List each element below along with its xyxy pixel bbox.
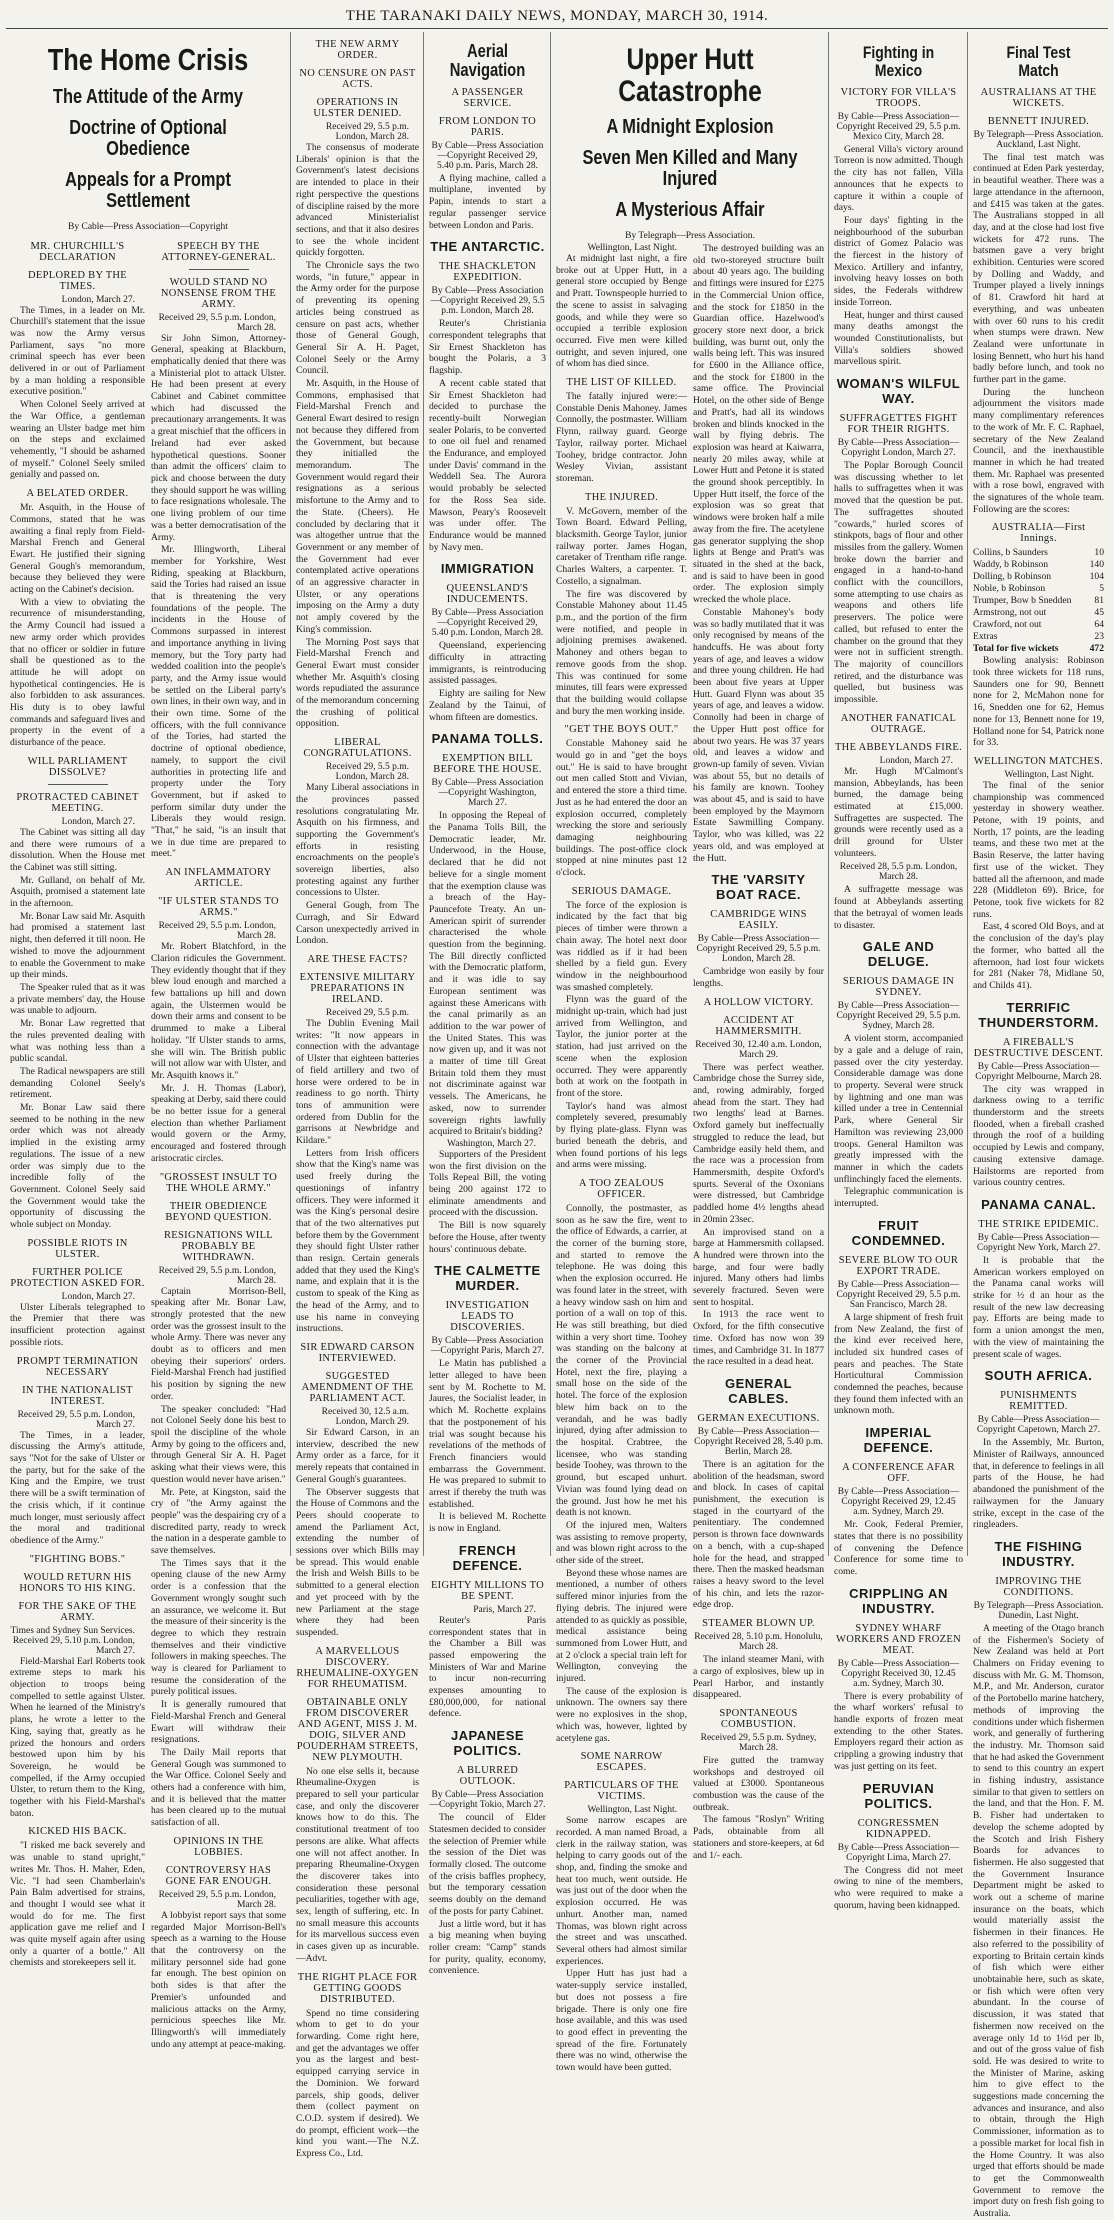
headline: Fighting in Mexico	[862, 43, 935, 80]
paragraph: Ulster Liberals telegraphed to the Premier that there was insufficient protection against possible riots.	[10, 1301, 145, 1348]
section-heading: ANOTHER FANATICAL OUTRAGE.	[840, 712, 957, 735]
section-heading: LIBERAL CONGRATULATIONS.	[303, 737, 412, 760]
section-heading: GERMAN EXECUTIONS.	[697, 1412, 820, 1424]
paragraph: General Gough, from The Curragh, and Sir Edward Carson unexpectedly arrived in London.	[296, 900, 419, 947]
paragraph: A recent cable stated that Sir Ernest Shackleton had decided to purchase the recently-built Norwegian sealer Polaris, to be converted to one oil fuel and renamed the Endurance, and employed under Davis' command in the Weddell Sea. The Aurora would probably be selected for the Ross Sea side. Mawson, Peary's Roosevelt was under offer. The Endurance would be manned by Navy men.	[429, 377, 546, 553]
dateline: Wellington, Last Night.	[1004, 769, 1094, 780]
dateline: By Cable—Press Association—Copyright London, March 27.	[837, 438, 960, 459]
paragraph: Heat, hunger and thirst caused many deaths amongst the wounded Constitutionalists, but Villa's soldiers showed marvellous spirit.	[834, 309, 963, 368]
paragraph: Sir John Simon, Attorney-General, speaking at Blackburn, emphatically denied that there was a Ministerial plot to attack Ulster. He had been present at every Cabinet and Cabinet committee which had discussed the precautionary arrangements. It was a great mischief that the officers in Ireland had ever asked hypothetical questions. Sooner than admit the officers' claim to pick and choose between the duty they should support he was willing to face resignations wholesale. The one living problem of our time was a better democratisation of the Army.	[151, 332, 286, 543]
paragraph: The consensus of moderate Liberals' opinion is that the Government's latest decisions are intended to place in their right perspective the questions of discipline raised by the more advanced Ministerialist sections, and that it also desires to see the whole incident quickly forgotten.	[296, 142, 419, 259]
score-row: Extras 23	[973, 631, 1104, 643]
section-heading: IN THE NATIONALIST INTEREST.	[22, 1384, 133, 1407]
section-heading: CRIPPLING AN INDUSTRY.	[849, 1585, 948, 1616]
section-heading: THE ABBEYLANDS FIRE.	[834, 741, 963, 753]
paragraph: Mr. Gulland, on behalf of Mr. Asquith, promised a statement late in the afternoon.	[10, 874, 145, 910]
paragraph: General Villa's victory around Torreon is now admitted. Though the city has not fallen, Villa announces that he expects to capture it within a couple of days.	[834, 143, 963, 214]
paragraph: Mr. Illingworth, Liberal member for Yorkshire, West Riding, speaking at Blackburn, said the Tories had raised an issue that is threatening the very foundations of the people. The incidents in the House of Commons surpassed in interest and importance anything in living memory, but the Tory party had wedded coalition into the people's party, and the Army issue would be settled on the Liberal party's own lines, in their own way, and in their own time. Some of the officers, with the full connivance of the Tories, had started the doctrine of optional obedience, namely, to support the civil authorities in protecting life and property under the Tory Government, but if asked to perform similar duty under the Liberals they would resign. "That," he said, "is an insult that we in due time are prepared to meet."	[151, 544, 286, 860]
paragraph: A suffragette message was found at Abbeylands asserting that the betrayal of women leads to disaster.	[834, 884, 963, 931]
dateline: Washington, March 27.	[447, 1138, 536, 1149]
paragraph: The city was wrapped in darkness owing to a terrific thunderstorm and the streets flooded, when a fireball crashed through the roof of a building occupied by Lewis and company, causing extensive damage. Hailstorms are reported from various country centres.	[973, 1083, 1104, 1189]
section-heading: JAPANESE POLITICS.	[450, 1728, 525, 1759]
paragraph: Of the injured men, Walters was assisting to remove property, and was blown right across to the other side of the street.	[556, 1519, 687, 1567]
subcolumn-right	[693, 243, 824, 2075]
paragraph: The Times says that it the opening clause of the new Army order is a confession that the Government wrongly sought such an assurance, we welcome it. But the measure of their sincerity is the degree to which they restrain themselves and their vindictive followers in making speeches. The way is cleared for Parliament to resume the consideration of the purely political issues.	[151, 1557, 286, 1698]
dateline: By Cable—Press Association—Copyright Melbourne, March 28.	[975, 1061, 1102, 1082]
section-heading: POSSIBLE RIOTS IN ULSTER.	[27, 1237, 128, 1260]
paragraph: Reuter's Paris correspondent states that in the Chamber a Bill was passed empowering the Ministers of War and Marine to incur non-recurring expenses amounting to £80,000,000, for national defence.	[429, 1614, 546, 1720]
paragraph: In opposing the Repeal of the Panama Tolls Bill, the Democratic leader, Mr. Underwood, in the House, declared that he did not believe for a single moment that the exemption clause was a breach of the Hay-Pauncefote Treaty. An un-American spirit of surrender characterised the whole question from the beginning. The Bill directly conflicted with the Democratic platform, and it was idle to say European sentiment was against these Americans with the canal primarily as an addition to the war power of the United States. This was now given up, and it was not a matter of time till Great Britain told them they must not discriminate against war vessels. The Americans, he asked, now to surrender sovereign rights lawfully acquired to Britain's bidding?	[429, 810, 546, 1138]
section-heading: SOME NARROW ESCAPES.	[580, 1751, 663, 1774]
paragraph: A violent storm, accompanied by a gale and a deluge of rain, passed over the city yesterday. Considerable damage was done to property. Several were struck by lightning and one man was killed under a tree in Centennial Park, where General Sir Hamilton was reviewing 23,000 troops. General Hamilton was greatly impressed with the manner in which the cadets unflinchingly faced the elements.	[834, 1033, 963, 1185]
army-order-column	[292, 32, 423, 2160]
paragraph: A meeting of the Otago branch of the Fishermen's Society of New Zealand was held at Port Chalmers on Friday evening to discuss with Mr. G. M. Thomson, M.P., and Mr. Anderson, curator of the Portobello marine hatchery, methods of improving the conditions under which fishermen work, and generally of furthering the industry. Mr. Thomson said that he had asked the Government to send to this country an expert in fishing industry, assistance similar to that given to settlers on the land, and that the Hon. F. M. B. Fisher had undertaken to develop the scheme adopted by the Scotch and Irish Fishery Boards for advances to fishermen. He also suggested that the Government Insurance Department might be asked to work out a scheme of marine insurance on the boats, which would materially assist the fishermen in their finances. He also referred to the possibility of exporting to Britain certain kinds of fish which were either unobtainable here, such as skate, or fish which were often very abundant. In the course of discussion, it was stated that fishermen now received on the average only 1d to 1½d per lb, and out of the gross value of fish sold. He was desired to write to the Minister of Marine, asking him to give effect to the suggestions made concerning the advances and insurance, and also to obtain, through the High Commissioner, information as to a possible market for local fish in the Home Country. It was also urged that efforts should be made to get the Commonwealth Government to remove the import duty on fresh fish going to Australia.	[973, 1622, 1104, 2220]
home-crisis-article	[6, 32, 290, 2050]
paragraph: The Daily Mail reports that General Gough was summoned to the War Office. Colonel Seely and others had a conference with him, and it is believed that the matter has been cleared up to the mutual satisfaction of all.	[151, 1746, 286, 1829]
score-row: Waddy, b Robinson 140	[973, 559, 1104, 571]
advertisement: Spend no time considering whom to get to do your forwarding. Come right here, and get the advantages we offer you as the largest and best-equipped carrying service in the Dominion. We forward parcels, ship goods, deliver them (collect payment on C.O.D. system if desired). We do prompt, efficient work—the kind you want.—The N.Z. Express Co., Ltd.	[296, 2007, 419, 2160]
section-heading: AUSTRALIANS AT THE WICKETS.	[980, 86, 1097, 109]
divider	[48, 784, 108, 785]
paragraph: The final of the senior championship was commenced yesterday in showery weather. Petone, with 19 points, and North, 17 points, are the leading teams, and these two met at the Basin Reserve, the latter having first use of the wicket. They batted all the afternoon, and made 228 (Middleton 69). Brice, for Petone, took five wickets for 82 runs.	[973, 779, 1104, 920]
section-heading: VICTORY FOR VILLA'S TROOPS.	[840, 86, 957, 109]
paragraph: With a view to obviating the recurrence of misunderstanding, the Army Council had issued a new army order which provides that no officer or soldier in future shall be questioned as to the attitude he will adopt on hypothetical contingencies. He is also forbidden to ask assurances. His duty is to obey lawful commands and safeguard lives and property in the event of a disturbance of the peace.	[10, 596, 145, 749]
dateline: London, March 27.	[61, 816, 135, 827]
headline: Upper Hutt Catastrophe	[618, 43, 762, 108]
paragraph: East, 4 scored Old Boys, and at the conclusion of the day's play the former, who batted all the afternoon, had lost four wickets for 281 (Naker 78, Midlane 50, and Childs 41).	[973, 921, 1104, 991]
upper-hutt-article	[552, 32, 828, 2074]
dateline: By Cable—Press Association—Copyright Paris, March 27.	[430, 1336, 545, 1357]
paragraph: Telegraphic communication is interrupted.	[834, 1186, 963, 1210]
paragraph: The Cabinet was sitting all day and there were rumours of a dissolution. When the House met the Cabinet was still sitting.	[10, 826, 145, 873]
subheadline: Seven Men Killed and Many Injured	[582, 147, 798, 190]
section-heading: "FIGHTING BOBS."	[29, 1553, 126, 1565]
section-heading: THE NEW ARMY ORDER.	[315, 39, 400, 61]
section-heading: ACCIDENT AT HAMMERSMITH.	[715, 1014, 802, 1037]
section-heading: PARTICULARS OF THE VICTIMS.	[564, 1780, 679, 1803]
paragraph: In the Assembly, Mr. Burton, Minister of Railways, announced that, in deference to feelings in all parts of the House, he had abandoned the punishment of the railwaymen for the January strike, except in the case of the ringleaders.	[973, 1437, 1104, 1531]
section-heading: AN INFLAMMATORY ARTICLE.	[165, 867, 272, 890]
paragraph: Eighty are sailing for New Zealand by the Tainui, of whom fifteen are domestics.	[429, 688, 546, 723]
section-heading: PERUVIAN POLITICS.	[862, 1780, 935, 1811]
subcolumn-left	[10, 234, 145, 2052]
section-heading: THE INJURED.	[584, 491, 658, 503]
dateline: By Cable—Press Association—Copyright Washington, March 27.	[431, 778, 544, 809]
section-heading: IMMIGRATION	[440, 561, 535, 577]
paragraph: Flynn was the guard of the midnight up-train, which had just arrived from Wellington, and Taylor, the junior porter at the station, had just arrived on the scene when the explosion occurred. They were apparently both at work on the footpath in front of the store.	[556, 994, 687, 1099]
section-heading: A CONFERENCE AFAR OFF.	[842, 1462, 955, 1485]
column-rule	[290, 32, 291, 1556]
paragraph: Constable Mahoney's body was so badly mutilated that it was only recognised by means of the handcuffs. He was about forty years of age, and leaves a widow and three young children. He had been about five years at Upper Hutt. Guard Flynn was about 35 years of age, and leaves a widow. Connolly had been in charge of the Upper Hutt post office for about two years. He was 37 years old, and leaves a widow and grown-up family of seven. Vivian was about 55, but no details of his family are known. Toohey was about 45, and is said to have been employed by the Maymorn Estate Sawmilling Company. Taylor, who was killed, was 22 years old, and was employed at the Hutt.	[693, 606, 824, 864]
paragraph: Mr. Asquith, in the House of Commons, emphasised that Field-Marshal French and General Ewart desired to resign not because they differed from the Government, but because they initialled the memorandum. The Government would regard their resignations as a serious misfortune to the Army and to the State. (Cheers). He concluded by declaring that it was altogether untrue that the Government or any member of the Government had ever contemplated active operations of an aggressive character in Ulster, or any operations imposing on the Army a duty not amply covered by the King's commission.	[296, 378, 419, 635]
scorecard	[973, 547, 1104, 655]
section-heading: BENNETT INJURED.	[987, 115, 1090, 127]
section-heading: FRENCH DEFENCE.	[452, 1542, 523, 1573]
paragraph: An improvised stand on a barge at Hammersmith collapsed. A hundred were thrown into the barge, and four were badly injured. Many others had limbs severely fractured. Seven were sent to hospital.	[693, 1226, 824, 1308]
cable-credit: By Cable—Press Association—Copyright	[68, 221, 228, 232]
dateline: Received 28, 5.10 p.m. Honolulu, March 28.	[694, 1632, 823, 1653]
dateline: Wellington, Last Night.	[587, 1805, 677, 1816]
dateline: By Cable—Press Association—Copyright Received 30, 12.45 a.m. Sydney, March 30.	[837, 1658, 960, 1689]
paragraph: The speaker concluded: "Had not Colonel Seely done his best to spoil the discipline of the whole Army by going to the officers and, through General Sir A. H. Paget asking what their views were, this question would never have arisen."	[151, 1403, 286, 1485]
dateline: By Cable—Press Association—Copyright Tokio, March 27.	[429, 1790, 546, 1811]
paragraph: Mr. Pete, at Kingston, said the cry of "the Army against the people" was the despairing cry of a discredited party, ready to wreck the nation in a desperate gamble to save themselves.	[151, 1486, 286, 1557]
paragraph: Mr. Asquith, in the House of Commons, stated that he was awaiting a final reply from Field-Marshal French and General Ewart. He justified their signing General Gough's memorandum, because they believed they were acting on the Cabinet's decision.	[10, 502, 145, 596]
section-heading: A BELATED ORDER.	[26, 488, 129, 500]
paragraph: Cambridge won easily by four lengths.	[693, 966, 824, 989]
advertisement: Just a little word, but it has a big meaning when buying roller cream: "Camp" stands for purity, quality, economy, convenience.	[429, 1918, 546, 1977]
section-heading: SPEECH BY THE ATTORNEY-GENERAL.	[161, 240, 276, 263]
dateline: Received 29, 5.5 p.m. London, March 28.	[158, 312, 276, 333]
cable-credit: By Telegraph—Press Association.	[625, 231, 755, 241]
paragraph: Constable Mahoney said he would go in and "get the boys out." He is said to have brought out men called Stott and Vivian, and entered the store a third time. Just as he had entered the door an explosion occurred, completely wrecking the store and seriously damaging neighbouring buildings. The post-office clock stopped at nine minutes past 12 o'clock.	[556, 738, 687, 879]
dateline: By Telegraph—Press Association. Dunedin, Last Night.	[973, 1600, 1104, 1621]
paragraph: Sir Edward Carson, in an interview, described the new Army order as a farce, for it merely repeats that contained in General Gough's guarantees.	[296, 1426, 419, 1485]
column-rule	[423, 32, 424, 1556]
score-row: Collins, b Saunders 10	[973, 547, 1104, 559]
section-heading: SUFFRAGETTES FIGHT FOR THEIR RIGHTS.	[839, 413, 958, 436]
paragraph: The cause of the explosion is unknown. The owners say there were no explosives in the shop, which was, however, lighted by acetylene gas.	[556, 1685, 687, 1744]
subheadline: Doctrine of Optional Obedience	[69, 116, 227, 160]
dateline: London, March 27.	[879, 755, 953, 766]
dateline: By Cable—Press Association—Copyright Received 29, 5.40 p.m. Paris, March 28.	[431, 140, 544, 171]
paragraph: The fatally injured were:— Constable Denis Mahoney. James Connolly, the postmaster. William Flynn, railway guard. George Taylor, railway porter. Michael Toohey, bridge contractor. John Wesley Vivian, assistant storeman.	[556, 391, 687, 484]
advertisement: The famous "Roslyn" Writing Pads, obtainable from all stationers and store-keepers, at 6d and 1/- each.	[693, 1814, 824, 1861]
dateline: By Cable—Press Association—Copyright Received 29, 5.40 p.m. London, March 28.	[431, 608, 544, 639]
paragraph: A flying machine, called a multiplane, invented by Papin, intends to start a regular passenger service between London and Paris.	[429, 172, 546, 231]
dateline: Received 28, 5.5 p.m. London, March 28.	[839, 862, 958, 883]
paragraph: In 1913 the race went to Oxford, for the fifth consecutive time. Oxford has now won 39 times, and Cambridge 31. In 1877 the race resulted in a dead heat.	[693, 1309, 824, 1368]
paragraph: Field-Marshal Earl Roberts took extreme steps to mark his objection to troops being compelled to settle against Ulster. When he learned of the Ministry's plans, he wrote a letter to the King, saying that, greatly as he prized the honours and orders bestowed upon him by his Sovereign, he would be compelled, if the Army occupied Ulster, to return them to the King, together with his Field-Marshal's baton.	[10, 1655, 145, 1819]
section-heading: PUNISHMENTS REMITTED.	[1000, 1390, 1077, 1413]
paragraph: The Congress did not meet owing to nine of the members, who were required to make a quorum, having been kidnapped.	[834, 1864, 963, 1911]
section-heading: EXTENSIVE MILITARY PREPARATIONS IN IRELAND.	[299, 972, 416, 1005]
paragraph: The Dublin Evening Mail writes: "It now appears in connection with the advantage of Ulster that eighteen batteries of field artillery and two of horse were ordered to be in readiness to go north. Thirty tons of ammunition were ordered from Dublin for the garrisons at Newbridge and Kildare."	[296, 1018, 419, 1147]
paragraph: The Observer suggests that the House of Commons and the Peers should cooperate to amend the Parliament Act, extending the number of sessions over which Bills may be spread. This would enable the Irish and Welsh Bills to be submitted to a general election and yet proceed with by the new Parliament at the stage where they had been suspended.	[296, 1486, 419, 1638]
paragraph: Supporters of the President won the first division on the Tolls Repeal Bill, the voting being 200 against 172 to eliminate amendments and proceed with the discussion.	[429, 1148, 546, 1219]
dateline: Times and Sydney Sun Services. Received 29, 5.10 p.m. London, March 27.	[10, 1625, 135, 1656]
section-heading: THE 'VARSITY BOAT RACE.	[711, 872, 806, 903]
section-heading: SIR EDWARD CARSON INTERVIEWED.	[300, 1341, 415, 1364]
paragraph: The Times, in a leader, discussing the Army's attitude, says "Not for the sake of Ulster or the party, but for the sake of the King and the Empire, we trust there will be a swift termination of the crisis which, if it continue much longer, must seriously affect the moral and traditional obedience of the Army."	[10, 1429, 145, 1546]
subcolumn-left	[556, 243, 687, 2075]
mexico-column	[830, 32, 967, 1911]
dateline: Received 29, 5.5 p.m. London, March 28.	[158, 921, 276, 942]
dateline: Received 30, 12.5 a.m. London, March 29.	[321, 1406, 409, 1427]
subheadline: The Attitude of the Army	[52, 85, 244, 108]
section-heading: THE ANTARCTIC.	[430, 239, 545, 255]
paragraph: A lobbyist report says that some regarded Major Morrison-Bell's speech as a warning to the House that the controversy on the military personnel side had gone far enough. The best opinion on both sides is that after the Premier's unfounded and malicious attacks on the Army, pernicious speeches like Mr. Illingworth's will immediately undo any attempt at peace-making.	[151, 1909, 286, 2050]
paragraph: Mr. Bonar Law said Mr. Asquith had promised a statement last night, then deferred it till noon. He wished to move the adjournment to enable the Government to make up their minds.	[10, 910, 145, 981]
section-heading: NO CENSURE ON PAST ACTS.	[299, 68, 416, 90]
dateline: Received 29, 5.5 p.m. London, March 27.	[17, 1409, 135, 1430]
dateline: Received 30, 12.40 a.m. London, March 29.	[695, 1039, 822, 1060]
paragraph: Mr. Cook, Federal Premier, states that there is no possibility of convening the Defence Conference for some time to come.	[834, 1519, 963, 1577]
headline: Final Test Match	[1006, 43, 1071, 80]
section-heading: INVESTIGATION LEADS TO DISCOVERIES.	[445, 1300, 530, 1334]
section-heading: SPONTANEOUS COMBUSTION.	[719, 1707, 798, 1730]
column-rule	[967, 32, 968, 1556]
dateline: Received 29, 5.5 p.m. London, March 28.	[158, 1265, 276, 1286]
section-heading: SYDNEY WHARF WORKERS AND FROZEN MEAT.	[836, 1622, 961, 1656]
advertisement-heading: A MARVELLOUS DISCOVERY. RHEUMALINE-OXYGEN FOR RHEUMATISM.	[296, 1645, 419, 1690]
dateline: London, March 27.	[61, 1291, 135, 1302]
paragraph: Mr. Bonar Law said there seemed to be nothing in the new order which was not already implied in the existing army regulations. The issue of a new order was simply due to the incredible folly of the Government. Colonel Seely said the Government would take the opportunity of discussing the whole subject on Monday.	[10, 1102, 145, 1231]
section-heading: ARE THESE FACTS?	[307, 954, 408, 965]
paragraph: The Radical newspapers are still demanding Colonel Seely's retirement.	[10, 1065, 145, 1101]
dateline: Received 29, 5.5 p.m. London, March 28.	[325, 762, 409, 783]
dateline: Received 29, 5.5 p.m. Sydney, March 28.	[700, 1732, 817, 1753]
section-heading: SOUTH AFRICA.	[984, 1368, 1093, 1384]
paragraph: Mr. Robert Blatchford, in the Clarion ridicules the Government. They evidently thought that if they blew loud enough and marched a few battalions up hill and down again, the Ulstermen would be down their arms and consent to be drummed to make a Liberal holiday. "If Ulster stands to arms, she will win. The British public will not allow war with Ulster, and Mr. Asquith knows it."	[151, 941, 286, 1081]
subheadline: A Mysterious Affair	[615, 199, 765, 221]
paragraph: The Morning Post says that Field-Marshal French and General Ewart must consider whether Mr. Asquith's closing words repudiated the assurance of the memorandum concerning the crushing of political opposition.	[296, 636, 419, 730]
paragraph: Mr. Hugh M'Calmont's mansion, Abbeylands, has been burned, the damage being estimated at £15,000. Suffragettes are suspected. The grounds were recently used as a drill ground for Ulster volunteers.	[834, 765, 963, 859]
section-heading: CONTROVERSY HAS GONE FAR ENOUGH.	[165, 1864, 272, 1887]
section-heading: A HOLLOW VICTORY.	[703, 996, 814, 1008]
paragraph: Connolly, the postmaster, as soon as he saw the fire, went to the office of Edwards, a carrier, at the corner of the burning store, and started to remove the telephone. He was doing this when the explosion occurred. He was found later in the street, with a heavy window sash on him and portion of a wall on top of this. He was still breathing, but died within a very short time. Toohey was standing on the balcony at the corner of the Provincial Hotel, next the fire, playing a small hose on the side of the hotel. The force of the explosion blew him back on to the verandah, and he was badly injured, dying after admission to the hospital. Crabtree, the licensee, who was standing beside Toohey, was thrown to the ground, but escaped unhurt. Vivian was found lying dead on the ground. Just how he met his death is not known.	[556, 1202, 687, 1519]
masthead: THE TARANAKI DAILY NEWS, MONDAY, MARCH 30, 1914.	[345, 8, 769, 24]
score-total: Total for five wickets 472	[973, 643, 1104, 655]
section-heading: IMPERIAL DEFENCE.	[863, 1425, 934, 1456]
paragraph: It is generally rumoured that Field-Marshal French and General Ewart will withdraw their resignations.	[151, 1699, 286, 1746]
paragraph: The Poplar Borough Council was discussing whether to let halls to suffragettes when it was moved that the question be put. The suffragettes shouted "cowards," hurled scores of stinkpots, bags of flour and other missiles from the gallery. Women broke down the barrier and engaged in a hand-to-hand conflict with the councillors, some attempting to use chairs as weapons and others life preservers. The police were called, but refused to enter the chamber on the ground that they were not in sufficient strength. The majority of councillors retired, and the disturbance was quelled, but business was impossible.	[834, 460, 963, 706]
column-rule	[550, 32, 551, 1556]
paragraph: Many Liberal associations in the provinces passed resolutions congratulating Mr. Asquith on his firmness, and supporting the Government's efforts in resisting encroachments on the people's sovereign liberties, also protesting against any further concessions to Ulster.	[296, 782, 419, 899]
paragraph: The force of the explosion is indicated by the fact that big pieces of timber were thrown a chain away. The hotel next door was riddled as if it had been shelled by a field gun. Every window in the neighbourhood was smashed completely.	[556, 899, 687, 993]
section-heading: OPINIONS IN THE LOBBIES.	[173, 1835, 264, 1858]
masthead-rule	[6, 28, 1108, 29]
advertisement-heading: OBTAINABLE ONLY FROM DISCOVERER AND AGENT, MISS J. M. DOIG, SILVER AND POUDERHAM STREETS, NEW PLYMOUTH.	[296, 1696, 419, 1763]
subheadline: A Midnight Explosion	[606, 116, 774, 138]
paragraph: When Colonel Seely arrived at the War Office, a gentleman wearing an Ulster badge met him on the steps and exclaimed vehemently, "I should be ashamed of myself." Colonel Seely smiled genially and passed on.	[10, 399, 145, 481]
dateline: Wellington, Last Night.	[587, 243, 677, 253]
aerial-navigation-column	[425, 32, 550, 1977]
paragraph: The inland steamer Mani, with a cargo of explosives, blew up in Pearl Harbor, and instantly disappeared.	[693, 1654, 824, 1701]
paragraph: The destroyed building was an old two-storeyed structure built about 40 years ago. The building and fittings were insured for £275 in the Commercial Union office, and the stock for £1850 in the Guardian office. Hazelwood's grocery store next door, a brick building, was burnt out, only the walls being left. This was insured for £600 in the Alliance office, and the stock for £1800 in the same office. The Provincial Hotel, on the other side of Benge and Pratt's, had all its windows broken and blinds knocked in the wall by flying debris. The explosion was heard at Kaiwarra, nearly 20 miles away, while at Lower Hutt and Petone it is stated the ground shook perceptibly. In Upper Hutt itself, the force of the explosion was so great that windows were broken half a mile away from the fire. The acetylene gas generator supplying the shop lights at Benge and Pratt's was situated in the shed at the back, and is said to have been in good order. The explosion simply wrecked the whole place.	[693, 243, 824, 606]
test-match-column	[969, 32, 1108, 2220]
dateline: By Cable—Press Association—Copyright New York, March 27.	[976, 1232, 1101, 1253]
section-heading: GALE AND DELUGE.	[862, 939, 935, 970]
paragraph: The Chronicle says the two words, "in future," appear in the Army order for the purpose of preventing its opening articles being construed as censure on past acts, whether those of General Gough, General Sir A. H. Paget, Colonel Seely or the Army Council.	[296, 260, 419, 377]
section-heading: THE SHACKLETON EXPEDITION.	[438, 261, 537, 284]
dateline: By Cable—Press Association—Copyright Received 29, 5.5 p.m. London, March 28.	[696, 934, 821, 965]
paragraph: Bowling analysis: Robinson took three wickets for 118 runs, Saunders one for 90, Bennett none for 2, McMahon none for 16, Snedden one for 62, Hemus none for 13, Bennett none for 19, Holland none for 54, Patrick none for 33.	[973, 655, 1104, 749]
paragraph: It is believed M. Rochette is now in England.	[429, 1511, 546, 1535]
section-heading: "GET THE BOYS OUT."	[564, 724, 679, 736]
score-row: Crawford, not out 64	[973, 619, 1104, 631]
advertisement-heading: THE RIGHT PLACE FOR GETTING GOODS DISTRIBUTED.	[297, 1971, 418, 2005]
section-heading: PANAMA CANAL.	[981, 1196, 1096, 1212]
dateline: Received 29, 5.5 p.m.	[325, 1008, 409, 1018]
paragraph: It is probable that the American workers employed on the Panama canal works will strike for ½ d an hour as the result of the new law decreasing pay. Efforts are being made to form a union amongst the men, with the view of maintaining the present scale of wages.	[973, 1254, 1104, 1360]
dateline: Paris, March 27.	[473, 1604, 536, 1615]
section-heading: STEAMER BLOWN UP.	[702, 1618, 815, 1630]
paragraph: Upper Hutt has just had a water-supply service installed, but does not possess a fire brigade. There is only one fire hose available, and this was used to good effect in preventing the spread of the fire. Fortunately there was no wind, otherwise the town would have been gutted.	[556, 1968, 687, 2074]
section-heading: A PASSENGER SERVICE.	[451, 86, 524, 109]
paragraph: Captain Morrison-Bell, speaking after Mr. Bonar Law, strongly protested that the new order was the grossest insult to the whole Army. There was never any doubt as to officers and men obeying their superiors' orders. Field-Marshal French had justified his position by signing the new order.	[151, 1285, 286, 1402]
section-heading: FURTHER POLICE PROTECTION ASKED FOR.	[10, 1266, 145, 1289]
paragraph: Letters from Irish officers show that the King's name was used freely during the questionings of infantry officers. They were informed it was the King's personal desire that of the two alternatives put before them by the Government they should fight Ulster rather than resign. Certain generals added that they used the King's name, and explain that it is the custom to speak of the King as the head of the Army, and to use his name in conveying instructions.	[296, 1147, 419, 1335]
paragraph: The Bill is now squarely before the House, after twenty hours' continuous debate.	[429, 1220, 546, 1255]
paragraph: The council of Elder Statesmen decided to consider the selection of Premier while the session of the Diet was formally closed. The outcome of the crisis baffles prophecy, but the temporary cessation seems doubly on the demand of the posts for party Cabinet.	[429, 1812, 546, 1917]
section-heading: SERIOUS DAMAGE.	[571, 885, 672, 897]
section-heading: "GROSSEST INSULT TO THE WHOLE ARMY."	[159, 1171, 278, 1194]
dateline: Received 29, 5.5 p.m. London, March 28.	[158, 1889, 276, 1910]
section-heading: THE FISHING INDUSTRY.	[994, 1538, 1083, 1569]
dateline: By Cable—Press Association—Copyright Received 29, 5.5 p.m. London, March 28.	[430, 286, 545, 317]
section-heading: PROMPT TERMINATION NECESSARY	[16, 1355, 139, 1378]
advertisement: "I risked me back severely and was unable to stand upright," writes Mr. Thos. H. Maher, Eden, Vic. "I had seen Chamberlain's Pain Balm advertised for strains, and thought I would see what it would do for me. The first application gave me relief and I was quite myself again after using only a quarter of a bottle." All chemists and storekeepers sell it.	[10, 1840, 145, 1969]
section-heading: "IF ULSTER STANDS TO ARMS."	[158, 896, 279, 919]
paragraph: Queensland, experiencing difficulty in attracting immigrants, is reintroducing assisted passages.	[429, 640, 546, 687]
section-heading: THE STRIKE EPIDEMIC.	[978, 1218, 1099, 1230]
advertisement: No one else sells it, because Rheumaline-Oxygen is prepared to sell your particular case, and only the discoverer knows how to do this. The constitutional treatment of too persons are alike. What affects one will not affect another. In preparing Rheumaline-Oxygen the discoverer takes into consideration these personal peculiarities, together with age, sex, length of suffering, etc. In no small measure this accounts for its marvellous success even in cases given up as incurable.—Advt.	[296, 1765, 419, 1964]
paragraph: Le Matin has published a letter alleged to have been sent by M. Rochette to M. Jaures, the Socialist leader, in which M. Rochette explains that the postponement of his trial was sought because his revelations of the methods of French financiers would embarrass the Government. He was prepared to submit to arrest if thereby the truth was established.	[429, 1358, 546, 1510]
section-heading: FOR THE SAKE OF THE ARMY.	[18, 1600, 137, 1623]
dateline: By Cable—Press Association—Copyright Received 29, 12.45 a.m. Sydney, March 29.	[837, 1487, 960, 1518]
section-heading: WELLINGTON MATCHES.	[973, 755, 1104, 767]
paragraph: The Speaker ruled that as it was a private members' day, the House was unable to adjourn.	[10, 982, 145, 1017]
section-heading: FROM LONDON TO PARIS.	[438, 115, 537, 138]
section-heading: IMPROVING THE CONDITIONS.	[995, 1575, 1082, 1598]
paragraph: V. McGovern, member of the Town Board. Edward Pelling, blacksmith. George Taylor, junior railway porter. James Hogan, caretaker of Trentham rifle range. Charles Walters, a carpenter. T. Costello, a signalman.	[556, 505, 687, 587]
section-heading: QUEENSLAND'S INDUCEMENTS.	[446, 583, 529, 606]
score-row: Dolling, b Robinson 104	[973, 571, 1104, 583]
headline: Aerial Navigation	[449, 41, 526, 80]
section-heading: A FIREBALL'S DESTRUCTIVE DESCENT.	[973, 1036, 1104, 1059]
paragraph: Reuter's Christiania correspondent telegraphs that Sir Ernest Shackleton has bought the Polaris, a 3 flagship.	[429, 318, 546, 377]
paragraph: There is an agitation for the abolition of the headsman, sword and block. In cases of capital punishment, the execution is staged in the courtyard of the penitentiary. The condemned person is thrown face downwards on a bench, with a cup-shaped hole for the head, and strapped there. Then the masked headsman raises a heavy sword to the level of his chin, and lets the razor-edge drop.	[693, 1458, 824, 1611]
paragraph: The fire was discovered by Constable Mahoney about 11.45 p.m., and the portion of the firm were notified, and people in adjoining premises awakened. Mahoney and others began to remove goods from the shop. This was continued for some minutes, till fears were expressed that the building would collapse and bury the men working inside.	[556, 588, 687, 717]
section-heading: RESIGNATIONS WILL PROBABLY BE WITHDRAWN.	[163, 1229, 274, 1263]
section-heading: SUGGESTED AMENDMENT OF THE PARLIAMENT ACT.	[301, 1370, 414, 1404]
section-heading: AUSTRALIA—First Innings.	[991, 522, 1086, 545]
score-row: Trumper, Bow b Snedden 81	[973, 595, 1104, 607]
section-heading: THE LIST OF KILLED.	[566, 377, 677, 389]
paragraph: Mr. J. H. Thomas (Labor), speaking at Derby, said there could be no better issue for a general election than whether Parliament would govern or the Army, encouraged and fostered through aristocratic circles.	[151, 1082, 286, 1164]
paragraph: The final test match was continued at Eden Park yesterday, in beautiful weather. There was a large attendance in the afternoon, and £415 was taken at the gates. The Australians stopped in all day, and at the close had lost five wickets for 472 runs. The batsmen gave a very bright exhibition. Centuries were scored by Dolling and Waddy, and Trumper played a lively innings of 81. Crawford hit hard at everything, and was unbeaten with over 60 runs to his credit when stumps were drawn. New Zealand were unfortunate in losing Bennett, who hurt his hand badly before lunch, and took no further part in the game.	[973, 151, 1104, 386]
column-rule	[828, 32, 829, 1556]
paragraph: Beyond these whose names are mentioned, a number of others suffered minor injuries from the flying debris. The injured were attended to as quickly as possible, medical assistance being summoned from Lower Hutt, and at 2 o'clock a special train left for Wellington, conveying the injured.	[556, 1567, 687, 1685]
section-heading: OPERATIONS IN ULSTER DENIED.	[313, 97, 402, 119]
section-heading: KICKED HIS BACK.	[28, 1826, 127, 1838]
section-heading: A BLURRED OUTLOOK.	[456, 1765, 519, 1788]
section-heading: TERRIFIC THUNDERSTORM.	[978, 999, 1099, 1030]
score-row: Noble, b Robinson 5	[973, 583, 1104, 595]
paragraph: At midnight last night, a fire broke out at Upper Hutt, in a general store occupied by Benge and Pratt. Townspeople hurried to the scene to assist in salvaging goods, and while they were so occupied a terrible explosion occurred. Five men were killed outright, and seven injured, one of whom has died since.	[556, 253, 687, 370]
section-heading: WOMAN'S WILFUL WAY.	[836, 376, 961, 407]
dateline: By Cable—Press Association—Copyright Received 29, 5.5 p.m. Sydney, March 28.	[836, 1001, 961, 1032]
section-heading: MR. CHURCHILL'S DECLARATION	[30, 240, 125, 263]
section-heading: SERIOUS DAMAGE IN SYDNEY.	[842, 976, 955, 999]
paragraph: Some narrow escapes are recorded. A man named Broad, a clerk in the railway station, was helping to carry goods out of the shop, and, finding the smoke and heat too much, went outside. He was just out of the door when the explosion occurred. He was unhurt. Another man, named Thomas, was blown right across the street and was unscathed. Several others had almost similar experiences.	[556, 1815, 687, 1967]
section-heading: THE CALMETTE MURDER.	[434, 1263, 541, 1294]
score-row: Armstrong, not out 45	[973, 607, 1104, 619]
paragraph: During the luncheon adjournment the visitors made many complimentary references to the work of Mr. F. C. Raphael, secretary of the New Zealand Council, and the inexhaustible manner in which he had treated them. Mr. Raphael was presented with a rose bowl, engraved with the signatures of the whole team. Following are the scores:	[973, 386, 1104, 515]
dateline: By Cable—Press Association—Copyright Received 29, 5.5 p.m. San Francisco, March 28.	[836, 1279, 961, 1310]
section-heading: WILL PARLIAMENT DISSOLVE?	[27, 755, 128, 778]
section-heading: EIGHTY MILLIONS TO BE SPENT.	[430, 1579, 545, 1602]
dateline: By Telegraph—Press Association. Auckland, Last Night.	[973, 129, 1104, 150]
dateline: London, March 27.	[61, 294, 135, 305]
section-heading: DEPLORED BY THE TIMES.	[28, 269, 127, 292]
paragraph: Four days' fighting in the neighbourhood of the suburban district of Gomez Palacio was the fiercest in the history of Mexico. Artillery and infantry, involving heavy losses on both sides, the Federals withdrew inside Torreon.	[834, 214, 963, 308]
section-heading: GENERAL CABLES.	[724, 1375, 793, 1406]
paragraph: Mr. Bonar Law regretted that the rules prevented dealing with what was nothing less than a public scandal.	[10, 1018, 145, 1065]
dateline: Received 29, 5.5 p.m. London, March 28.	[325, 122, 409, 142]
dateline: By Cable—Press Association—Copyright Received 28, 5.40 p.m. Berlin, March 28.	[694, 1426, 823, 1457]
section-heading: WOULD STAND NO NONSENSE FROM THE ARMY.	[160, 276, 277, 310]
section-heading: EXEMPTION BILL BEFORE THE HOUSE.	[433, 753, 542, 776]
paragraph: There was perfect weather. Cambridge chose the Surrey side, and, rowing admirably, forged ahead from the start. They had two lengths' lead at Barnes. Oxford gamely but ineffectually struggled to reduce the lead, but Cambridge easily held them, and the race was a procession from Hammersmith, despite Oxford's spurts. Several of the Oxonians were distressed, but Cambridge paddled home 4½ lengths ahead in 20min 23sec.	[693, 1061, 824, 1225]
paragraph: Taylor's hand was almost completely severed, presumably by flying plate-glass. Flynn was buried beneath the debris, and when found portions of his legs and arms were missing.	[556, 1100, 687, 1171]
section-heading: CONGRESSMEN KIDNAPPED.	[857, 1817, 940, 1840]
section-heading: WOULD RETURN HIS HONORS TO HIS KING.	[19, 1571, 136, 1594]
section-heading: SEVERE BLOW TO OUR EXPORT TRADE.	[838, 1254, 959, 1277]
section-heading: PANAMA TOLLS.	[431, 731, 544, 747]
paragraph: Fire gutted the tramway workshops and destroyed oil valued at £3000. Spontaneous combustion was the cause of the outbreak.	[693, 1754, 824, 1813]
dateline: By Cable—Press Association—Copyright Lima, March 27.	[837, 1842, 960, 1863]
dateline: By Cable—Press Association—Copyright Received 29, 5.5 p.m. Mexico City, March 28.	[836, 111, 961, 142]
dateline: By Cable—Press Association—Copyright Capetown, March 27.	[976, 1415, 1101, 1436]
subcolumn-right	[151, 234, 286, 2052]
paragraph: The Times, in a leader on Mr. Churchill's statement that the issue was now the Army versus Parliament, says "no more criminal speech has ever been delivered in or out of Parliament by a man holding a responsible executive position."	[10, 304, 145, 398]
divider	[189, 269, 249, 270]
paragraph: There is every probability of the wharf workers' refusal to handle exports of frozen meat extending to the other States. Employers regard their action as crippling a growing industry that was just getting on its feet.	[834, 1690, 963, 1772]
section-heading: THEIR OBEDIENCE BEYOND QUESTION.	[165, 1200, 272, 1223]
paragraph: A large shipment of fresh fruit from New Zealand, the first of the kind ever received here, included six hundred cases of pears and peaches. The State Horticultural Commission condemned the peaches, because they found them infected with an unknown moth.	[834, 1311, 963, 1417]
subheadline: Appeals for a Prompt Settlement	[65, 168, 231, 212]
section-heading: PROTRACTED CABINET MEETING.	[16, 791, 139, 814]
section-heading: CAMBRIDGE WINS EASILY.	[710, 909, 807, 932]
section-heading: FRUIT CONDEMNED.	[851, 1217, 946, 1248]
section-heading: A TOO ZEALOUS OFFICER.	[578, 1177, 665, 1200]
headline: The Home Crisis	[47, 42, 249, 77]
